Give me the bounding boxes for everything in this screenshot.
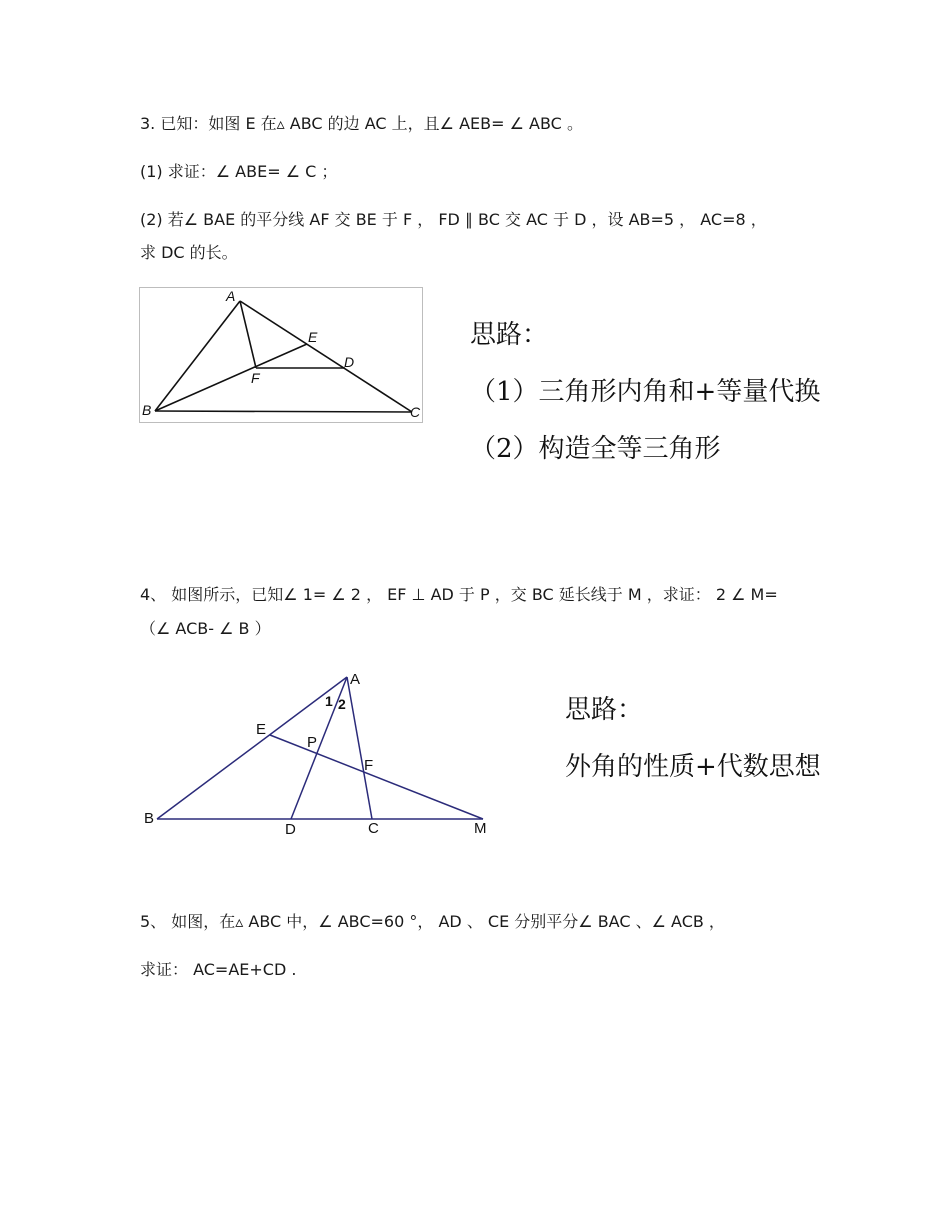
label-D: D — [285, 821, 296, 838]
label-A: A — [350, 671, 361, 688]
problem5-stem-line2: 求证： AC=AE+CD . — [140, 960, 297, 979]
problem4-figure — [140, 665, 500, 845]
problem3-idea-2: （2）构造全等三角形 — [470, 434, 721, 464]
problem4-idea-1: 外角的性质+代数思想 — [565, 752, 821, 782]
segment-EM — [270, 735, 483, 819]
problem3-part2-line2: 求 DC 的长。 — [140, 243, 238, 262]
problem5-stem-line1: 5、 如图，在▵ ABC 中，∠ ABC=60 °， AD 、 CE 分别平分∠ BAC 、∠ ACB ， — [140, 912, 725, 931]
problem3-stem: 3. 已知：如图 E 在▵ ABC 的边 AC 上，且∠ AEB= ∠ ABC 。 — [140, 114, 583, 133]
segment-BC — [155, 411, 412, 412]
problem3-idea-1: （1）三角形内角和+等量代换 — [470, 377, 821, 407]
problem4-stem-line1: 4、 如图所示，已知∠ 1= ∠ 2 ， EF ⊥ AD 于 P ，交 BC 延长线于 M ，求证： 2 ∠ M= — [140, 585, 778, 604]
label-A: A — [226, 288, 236, 304]
problem3-idea-title: 思路： — [470, 320, 549, 350]
problem3-figure — [139, 287, 423, 423]
problem3-part1: (1) 求证：∠ ABE= ∠ C ； — [140, 162, 338, 181]
label-E: E — [308, 329, 318, 345]
label-F: F — [251, 370, 260, 386]
label-B: B — [142, 402, 152, 418]
problem3-figure-svg — [140, 288, 422, 422]
label-M: M — [474, 820, 487, 837]
label-C: C — [410, 404, 421, 420]
label-C: C — [368, 820, 379, 837]
problem3-part2-line1: (2) 若∠ BAE 的平分线 AF 交 BE 于 F ， FD ∥ BC 交 AC 于 D ，设 AB=5 ， AC=8 ， — [140, 210, 767, 229]
label-F: F — [364, 757, 374, 774]
segment-AC — [240, 301, 412, 412]
segment-BE — [155, 344, 307, 411]
segment-AC — [347, 677, 372, 819]
segment-AB — [155, 301, 240, 411]
label-E: E — [256, 721, 267, 738]
label-D: D — [344, 354, 355, 370]
segment-AF — [240, 301, 256, 368]
problem4-stem-line2: （∠ ACB- ∠ B ） — [140, 619, 271, 638]
problem4-idea-title: 思路： — [565, 695, 644, 725]
label-angle-1: 1 — [325, 693, 333, 709]
label-P: P — [307, 734, 318, 751]
label-angle-2: 2 — [338, 696, 346, 712]
label-B: B — [144, 810, 155, 827]
